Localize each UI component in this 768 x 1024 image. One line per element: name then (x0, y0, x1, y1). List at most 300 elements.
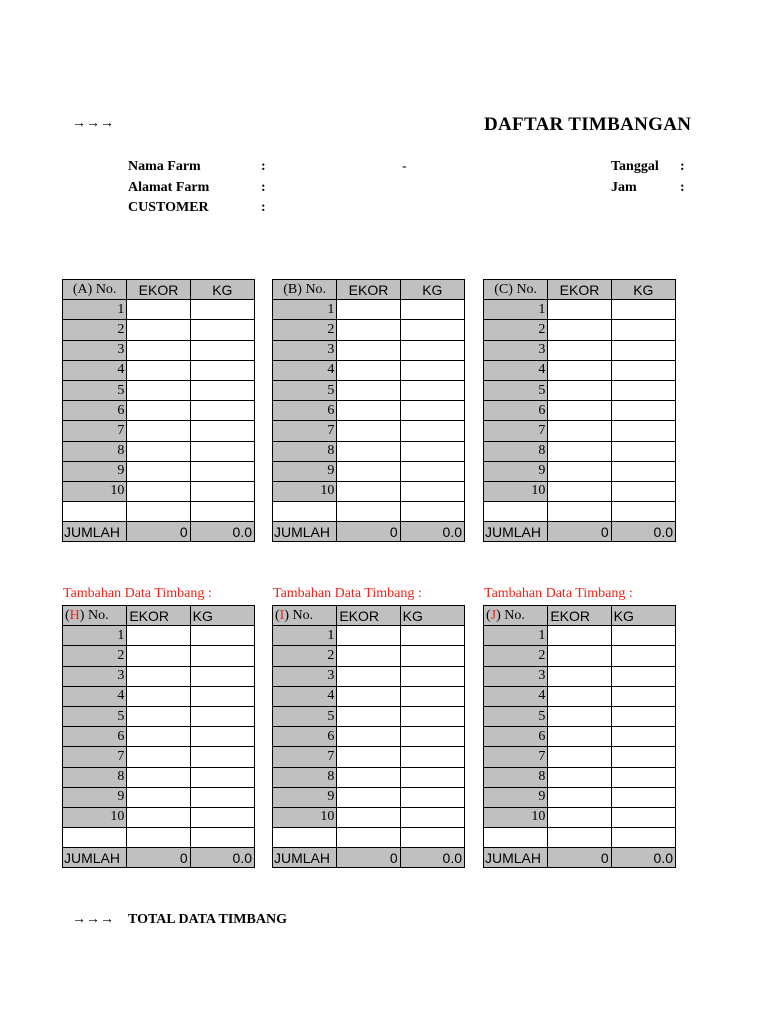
ekor-cell[interactable] (127, 727, 190, 747)
row-number: 9 (484, 787, 548, 807)
table-row (484, 646, 676, 666)
kg-cell[interactable] (190, 686, 254, 706)
blank-cell[interactable] (548, 828, 611, 848)
row-number: 3 (273, 666, 337, 686)
ekor-cell[interactable] (548, 300, 611, 320)
ekor-header: EKOR (337, 280, 400, 300)
ekor-cell[interactable] (548, 360, 611, 380)
ekor-cell[interactable] (548, 727, 611, 747)
ekor-cell[interactable] (337, 686, 400, 706)
row-number: 5 (63, 380, 127, 400)
weigh-table-bottom-1 (272, 605, 465, 868)
row-number: 9 (273, 787, 337, 807)
ekor-cell[interactable] (127, 380, 190, 400)
jumlah-ekor: 0 (337, 522, 400, 542)
table-row (273, 320, 465, 340)
kg-cell[interactable] (611, 441, 675, 461)
blank-cell[interactable] (273, 502, 337, 522)
blank-row (484, 502, 676, 522)
jumlah-row (484, 848, 676, 868)
blank-cell[interactable] (190, 502, 254, 522)
table-row (273, 807, 465, 827)
kg-header: KG (611, 606, 675, 626)
table-header-no (273, 606, 337, 626)
row-number: 5 (63, 706, 127, 726)
ekor-cell[interactable] (548, 320, 611, 340)
no-label: No. (95, 281, 117, 297)
jumlah-label: JUMLAH (63, 522, 127, 542)
table-row (484, 727, 676, 747)
ekor-cell[interactable] (337, 300, 400, 320)
weigh-table-top-0 (62, 279, 255, 542)
blank-cell[interactable] (548, 502, 611, 522)
paren-open: ( (275, 607, 280, 623)
kg-cell[interactable] (190, 787, 254, 807)
kg-cell[interactable] (400, 481, 464, 501)
table-row (484, 320, 676, 340)
row-number: 4 (63, 360, 127, 380)
jam-label: Jam (611, 180, 637, 195)
kg-cell[interactable] (190, 481, 254, 501)
kg-cell[interactable] (190, 380, 254, 400)
kg-cell[interactable] (611, 706, 675, 726)
ekor-cell[interactable] (548, 380, 611, 400)
kg-cell[interactable] (611, 626, 675, 646)
ekor-header: EKOR (337, 606, 400, 626)
row-number: 8 (63, 441, 127, 461)
table-row (484, 380, 676, 400)
table-row (484, 706, 676, 726)
ekor-cell[interactable] (127, 706, 190, 726)
table-row (484, 481, 676, 501)
jumlah-row (273, 848, 465, 868)
row-number: 6 (273, 727, 337, 747)
row-number: 2 (484, 646, 548, 666)
kg-cell[interactable] (611, 421, 675, 441)
table-header-no (484, 606, 548, 626)
jumlah-kg: 0.0 (190, 522, 254, 542)
ekor-cell[interactable] (127, 666, 190, 686)
row-number: 3 (63, 340, 127, 360)
kg-cell[interactable] (611, 666, 675, 686)
ekor-cell[interactable] (337, 747, 400, 767)
blank-cell[interactable] (484, 502, 548, 522)
total-data-timbang-label: TOTAL DATA TIMBANG (128, 912, 287, 927)
table-row (63, 666, 255, 686)
kg-cell[interactable] (400, 320, 464, 340)
ekor-cell[interactable] (127, 320, 190, 340)
kg-cell[interactable] (611, 686, 675, 706)
no-label: No. (292, 607, 314, 623)
table-row (484, 401, 676, 421)
table-letter: J (490, 607, 497, 623)
table-row (63, 481, 255, 501)
kg-cell[interactable] (190, 401, 254, 421)
kg-cell[interactable] (190, 320, 254, 340)
table-row (63, 646, 255, 666)
ekor-cell[interactable] (337, 666, 400, 686)
table-row (273, 686, 465, 706)
kg-cell[interactable] (400, 401, 464, 421)
jumlah-label: JUMLAH (273, 522, 337, 542)
kg-cell[interactable] (190, 727, 254, 747)
kg-cell[interactable] (611, 767, 675, 787)
ekor-cell[interactable] (548, 340, 611, 360)
table-row (63, 340, 255, 360)
ekor-cell[interactable] (337, 360, 400, 380)
kg-cell[interactable] (611, 727, 675, 747)
row-number: 6 (63, 401, 127, 421)
ekor-cell[interactable] (127, 421, 190, 441)
jumlah-row (484, 522, 676, 542)
table-row (63, 807, 255, 827)
row-number: 4 (484, 360, 548, 380)
table-row (273, 626, 465, 646)
table-header-no (484, 280, 548, 300)
ekor-cell[interactable] (548, 401, 611, 421)
row-number: 3 (63, 666, 127, 686)
kg-cell[interactable] (190, 706, 254, 726)
row-number: 9 (63, 787, 127, 807)
kg-cell[interactable] (611, 360, 675, 380)
ekor-cell[interactable] (337, 340, 400, 360)
jumlah-kg: 0.0 (400, 848, 464, 868)
row-number: 10 (63, 807, 127, 827)
kg-cell[interactable] (400, 807, 464, 827)
row-number: 4 (63, 686, 127, 706)
table-letter: H (69, 607, 80, 623)
table-letter: I (279, 607, 285, 623)
ekor-cell[interactable] (337, 807, 400, 827)
ekor-cell[interactable] (127, 441, 190, 461)
kg-cell[interactable] (190, 747, 254, 767)
table-row (63, 360, 255, 380)
kg-cell[interactable] (611, 747, 675, 767)
jumlah-label: JUMLAH (63, 848, 127, 868)
kg-cell[interactable] (611, 340, 675, 360)
table-letter: (B) (283, 281, 302, 297)
kg-cell[interactable] (190, 360, 254, 380)
blank-cell[interactable] (273, 828, 337, 848)
row-number: 7 (273, 421, 337, 441)
row-number: 6 (273, 401, 337, 421)
row-number: 8 (273, 767, 337, 787)
blank-cell[interactable] (400, 828, 464, 848)
kg-cell[interactable] (400, 626, 464, 646)
kg-cell[interactable] (400, 421, 464, 441)
kg-cell[interactable] (400, 666, 464, 686)
kg-cell[interactable] (190, 666, 254, 686)
table-row (273, 380, 465, 400)
ekor-cell[interactable] (127, 626, 190, 646)
kg-header: KG (190, 606, 254, 626)
nama-farm-colon: : (261, 159, 266, 174)
row-number: 2 (484, 320, 548, 340)
arrow-marker-top: →→→ (72, 116, 114, 131)
kg-cell[interactable] (400, 360, 464, 380)
row-number: 10 (273, 481, 337, 501)
row-number: 10 (484, 481, 548, 501)
kg-cell[interactable] (611, 461, 675, 481)
ekor-cell[interactable] (548, 421, 611, 441)
jumlah-ekor: 0 (127, 848, 190, 868)
kg-cell[interactable] (190, 626, 254, 646)
jumlah-label: JUMLAH (484, 522, 548, 542)
ekor-cell[interactable] (127, 747, 190, 767)
kg-cell[interactable] (190, 300, 254, 320)
table-row (63, 461, 255, 481)
tambahan-data-timbang-label: Tambahan Data Timbang : (484, 586, 633, 601)
ekor-cell[interactable] (548, 686, 611, 706)
row-number: 4 (273, 686, 337, 706)
kg-cell[interactable] (400, 727, 464, 747)
table-row (63, 767, 255, 787)
jumlah-ekor: 0 (548, 522, 611, 542)
kg-cell[interactable] (400, 461, 464, 481)
tanggal-label: Tanggal (611, 159, 659, 174)
row-number: 7 (484, 747, 548, 767)
kg-cell[interactable] (400, 767, 464, 787)
ekor-cell[interactable] (127, 461, 190, 481)
tanggal-colon: : (680, 159, 685, 174)
kg-cell[interactable] (400, 706, 464, 726)
kg-header: KG (400, 280, 464, 300)
ekor-cell[interactable] (337, 626, 400, 646)
table-row (273, 421, 465, 441)
paren-close: ) (284, 607, 290, 623)
table-row (484, 807, 676, 827)
kg-cell[interactable] (611, 300, 675, 320)
table-letter: (A) (72, 281, 93, 297)
jumlah-ekor: 0 (337, 848, 400, 868)
table-row (273, 360, 465, 380)
ekor-cell[interactable] (548, 626, 611, 646)
kg-cell[interactable] (400, 300, 464, 320)
table-letter: (C) (494, 281, 513, 297)
ekor-cell[interactable] (548, 441, 611, 461)
ekor-header: EKOR (127, 606, 190, 626)
row-number: 3 (273, 340, 337, 360)
table-row (273, 340, 465, 360)
blank-cell[interactable] (400, 502, 464, 522)
jumlah-row (63, 848, 255, 868)
kg-cell[interactable] (611, 320, 675, 340)
table-row (484, 686, 676, 706)
row-number: 6 (484, 401, 548, 421)
row-number: 2 (273, 320, 337, 340)
jumlah-kg: 0.0 (190, 848, 254, 868)
ekor-header: EKOR (548, 606, 611, 626)
kg-cell[interactable] (400, 787, 464, 807)
kg-cell[interactable] (190, 421, 254, 441)
ekor-cell[interactable] (548, 481, 611, 501)
blank-cell[interactable] (337, 828, 400, 848)
table-row (484, 767, 676, 787)
table-row (273, 747, 465, 767)
kg-header: KG (611, 280, 675, 300)
ekor-cell[interactable] (548, 646, 611, 666)
blank-cell[interactable] (611, 502, 675, 522)
jumlah-label: JUMLAH (484, 848, 548, 868)
ekor-header: EKOR (127, 280, 190, 300)
ekor-cell[interactable] (337, 421, 400, 441)
ekor-cell[interactable] (337, 706, 400, 726)
ekor-cell[interactable] (337, 320, 400, 340)
kg-cell[interactable] (400, 747, 464, 767)
table-row (484, 421, 676, 441)
ekor-cell[interactable] (127, 767, 190, 787)
blank-cell[interactable] (611, 828, 675, 848)
ekor-cell[interactable] (337, 441, 400, 461)
kg-cell[interactable] (190, 807, 254, 827)
table-header-no (63, 280, 127, 300)
blank-cell[interactable] (63, 828, 127, 848)
ekor-cell[interactable] (127, 787, 190, 807)
table-row (63, 787, 255, 807)
weigh-table-top-2 (483, 279, 676, 542)
kg-cell[interactable] (611, 401, 675, 421)
table-row (273, 300, 465, 320)
row-number: 4 (484, 686, 548, 706)
customer-label: CUSTOMER (128, 200, 209, 215)
table-row (273, 461, 465, 481)
ekor-cell[interactable] (127, 646, 190, 666)
no-label: No. (516, 281, 538, 297)
row-number: 1 (484, 626, 548, 646)
row-number: 6 (63, 727, 127, 747)
jumlah-row (273, 522, 465, 542)
ekor-cell[interactable] (337, 401, 400, 421)
kg-cell[interactable] (611, 380, 675, 400)
jumlah-label: JUMLAH (273, 848, 337, 868)
jumlah-kg: 0.0 (611, 522, 675, 542)
table-row (484, 340, 676, 360)
row-number: 5 (484, 706, 548, 726)
table-row (63, 300, 255, 320)
jumlah-row (63, 522, 255, 542)
row-number: 9 (484, 461, 548, 481)
blank-cell[interactable] (127, 828, 190, 848)
ekor-cell[interactable] (127, 807, 190, 827)
ekor-cell[interactable] (127, 340, 190, 360)
ekor-cell[interactable] (548, 706, 611, 726)
blank-row (63, 828, 255, 848)
nama-farm-label: Nama Farm (128, 159, 201, 174)
kg-cell[interactable] (190, 461, 254, 481)
arrow-marker-bottom: →→→ (72, 912, 114, 927)
table-row (63, 626, 255, 646)
row-number: 6 (484, 727, 548, 747)
kg-header: KG (190, 280, 254, 300)
ekor-cell[interactable] (337, 380, 400, 400)
ekor-cell[interactable] (127, 401, 190, 421)
kg-cell[interactable] (190, 646, 254, 666)
alamat-farm-label: Alamat Farm (128, 180, 210, 195)
blank-row (273, 502, 465, 522)
ekor-cell[interactable] (337, 481, 400, 501)
ekor-cell[interactable] (337, 727, 400, 747)
ekor-cell[interactable] (548, 787, 611, 807)
table-row (63, 441, 255, 461)
kg-cell[interactable] (400, 686, 464, 706)
table-row (63, 401, 255, 421)
row-number: 2 (63, 320, 127, 340)
table-row (484, 461, 676, 481)
blank-cell[interactable] (484, 828, 548, 848)
blank-cell[interactable] (190, 828, 254, 848)
table-row (484, 441, 676, 461)
weigh-table-bottom-0 (62, 605, 255, 868)
kg-cell[interactable] (190, 767, 254, 787)
blank-cell[interactable] (63, 502, 127, 522)
paren-open: ( (65, 607, 70, 623)
row-number: 5 (484, 380, 548, 400)
ekor-cell[interactable] (337, 787, 400, 807)
kg-cell[interactable] (400, 441, 464, 461)
ekor-cell[interactable] (337, 461, 400, 481)
no-label: No. (504, 607, 525, 623)
kg-cell[interactable] (400, 380, 464, 400)
ekor-cell[interactable] (548, 461, 611, 481)
row-number: 8 (63, 767, 127, 787)
ekor-cell[interactable] (127, 481, 190, 501)
ekor-cell[interactable] (548, 666, 611, 686)
ekor-cell[interactable] (548, 767, 611, 787)
ekor-cell[interactable] (548, 807, 611, 827)
row-number: 7 (63, 747, 127, 767)
kg-cell[interactable] (611, 481, 675, 501)
table-row (273, 787, 465, 807)
table-row (273, 441, 465, 461)
kg-cell[interactable] (611, 646, 675, 666)
ekor-cell[interactable] (127, 686, 190, 706)
jam-colon: : (680, 180, 685, 195)
ekor-cell[interactable] (548, 747, 611, 767)
table-row (63, 747, 255, 767)
row-number: 5 (273, 380, 337, 400)
row-number: 10 (273, 807, 337, 827)
blank-cell[interactable] (337, 502, 400, 522)
row-number: 1 (63, 626, 127, 646)
jumlah-kg: 0.0 (611, 848, 675, 868)
customer-colon: : (261, 200, 266, 215)
table-row (273, 706, 465, 726)
kg-cell[interactable] (611, 807, 675, 827)
table-header-no (63, 606, 127, 626)
kg-cell[interactable] (400, 646, 464, 666)
table-row (484, 747, 676, 767)
table-row (273, 727, 465, 747)
blank-cell[interactable] (127, 502, 190, 522)
nama-farm-dash: - (402, 159, 407, 174)
row-number: 2 (273, 646, 337, 666)
ekor-cell[interactable] (337, 646, 400, 666)
jumlah-kg: 0.0 (400, 522, 464, 542)
kg-cell[interactable] (190, 441, 254, 461)
ekor-cell[interactable] (127, 300, 190, 320)
table-row (63, 320, 255, 340)
kg-cell[interactable] (611, 787, 675, 807)
ekor-cell[interactable] (127, 360, 190, 380)
no-label: No. (305, 281, 327, 297)
kg-cell[interactable] (400, 340, 464, 360)
ekor-cell[interactable] (337, 767, 400, 787)
row-number: 10 (484, 807, 548, 827)
row-number: 1 (273, 300, 337, 320)
kg-cell[interactable] (190, 340, 254, 360)
row-number: 9 (63, 461, 127, 481)
blank-row (63, 502, 255, 522)
